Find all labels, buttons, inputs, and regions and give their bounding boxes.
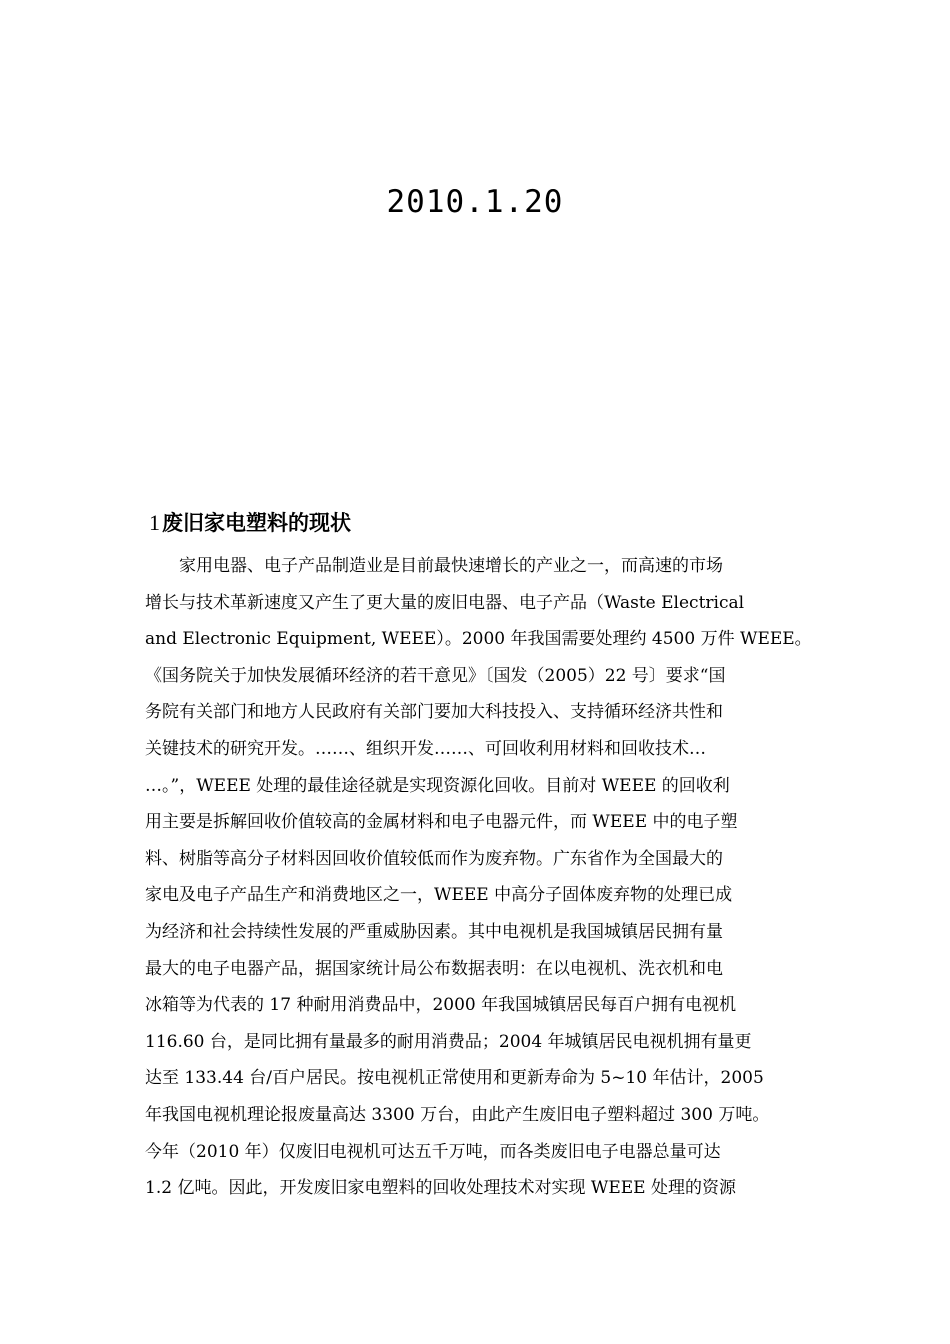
paragraph-line: 增长与技术革新速度又产生了更大量的废旧电器、电子产品（Waste Electrical xyxy=(145,592,745,613)
paragraph-line: 1.2 亿吨。因此，开发废旧家电塑料的回收处理技术对实现 WEEE 处理的资源 xyxy=(145,1178,736,1199)
paragraph-line: and Electronic Equipment, WEEE）。2000 年我国需要处理约 4500 万件 WEEE。 xyxy=(145,629,812,650)
document-date: 2010.1.20 xyxy=(386,184,564,220)
paragraph-line: 家用电器、电子产品制造业是目前最快速增长的产业之一，而高速的市场 xyxy=(179,556,723,576)
paragraph-line: 冰箱等为代表的 17 种耐用消费品中，2000 年我国城镇居民每百户拥有电视机 xyxy=(145,995,737,1016)
paragraph-line: 今年（2010 年）仅废旧电视机可达五千万吨，而各类废旧电子电器总量可达 xyxy=(145,1141,721,1162)
paragraph-line: 116.60 台，是同比拥有量最多的耐用消费品；2004 年城镇居民电视机拥有量更 xyxy=(145,1031,752,1052)
paragraph-line: 用主要是拆解回收价值较高的金属材料和电子电器元件，而 WEEE 中的电子塑 xyxy=(145,812,738,833)
paragraph-line: 关键技术的研究开发。……、组织开发……、可回收利用材料和回收技术… xyxy=(145,738,706,759)
paragraph-line: 最大的电子电器产品，据国家统计局公布数据表明：在以电视机、洗衣机和电 xyxy=(145,958,723,979)
paragraph-line: 务院有关部门和地方人民政府有关部门要加大科技投入、支持循环经济共性和 xyxy=(145,702,723,723)
paragraph-line: 年我国电视机理论报废量高达 3300 万台，由此产生废旧电子塑料超过 300 万吨。 xyxy=(145,1104,770,1125)
paragraph-line: 《国务院关于加快发展循环经济的若干意见》〔国发（2005）22 号〕要求“国 xyxy=(145,665,726,686)
paragraph-line: …。”，WEEE 处理的最佳途径就是实现资源化回收。目前对 WEEE 的回收利 xyxy=(145,775,730,796)
paragraph-line: 家电及电子产品生产和消费地区之一，WEEE 中高分子固体废弃物的处理已成 xyxy=(145,885,733,906)
paragraph-line: 达至 133.44 台/百户居民。按电视机正常使用和更新寿命为 5~10 年估计，2005 xyxy=(145,1068,764,1089)
section-title: 废旧家电塑料的现状 xyxy=(162,510,351,535)
paragraph-line: 为经济和社会持续性发展的严重威胁因素。其中电视机是我国城镇居民拥有量 xyxy=(145,921,723,942)
paragraph-line: 料、树脂等高分子材料因回收价值较低而作为废弃物。广东省作为全国最大的 xyxy=(145,848,723,869)
section-heading xyxy=(149,505,351,541)
body-paragraph xyxy=(145,548,815,1207)
section-number: 1 xyxy=(149,510,160,535)
